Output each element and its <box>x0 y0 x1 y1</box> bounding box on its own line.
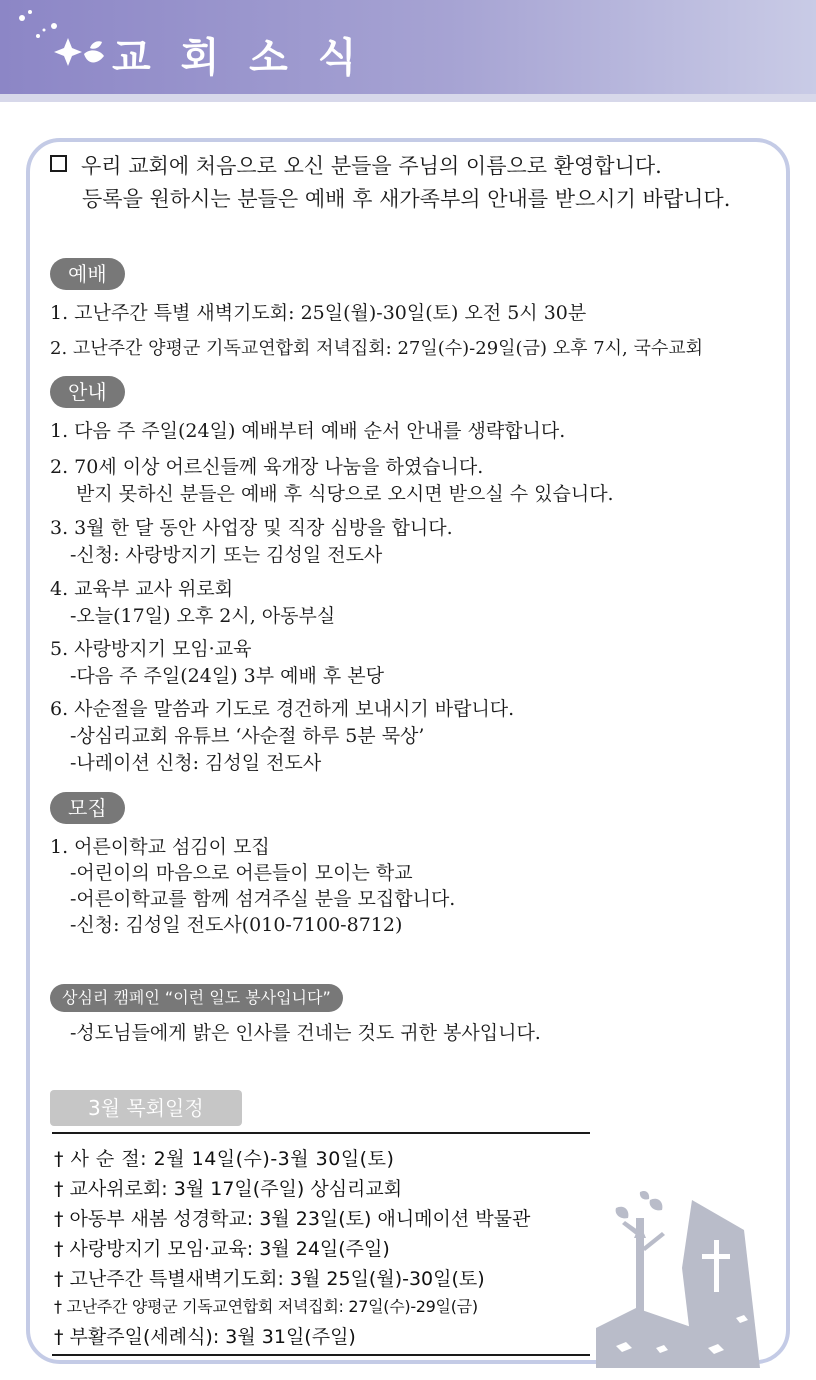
welcome-line-2: 등록을 원하시는 분들은 예배 후 새가족부의 안내를 받으시기 바랍니다. <box>82 187 731 211</box>
notice-item-5: 5. 사랑방지기 모임·교육 <box>50 638 252 660</box>
schedule-section-label: 3월 목회일정 <box>50 1090 242 1126</box>
notice-item-4: 4. 교육부 교사 위로회 <box>50 578 234 600</box>
schedule-item-7: † 부활주일(세례식): 3월 31일(주일) <box>54 1326 356 1348</box>
notice-item-6-detail-1: -상심리교회 유튜브 ‘사순절 하루 5분 묵상’ <box>70 725 425 747</box>
church-illustration-icon <box>596 1178 794 1368</box>
sparkle-icon <box>14 8 110 78</box>
schedule-item-6: † 고난주간 양평군 기독교연합회 저녁집회: 27일(수)-29일(금) <box>54 1297 478 1316</box>
notice-item-6: 6. 사순절을 말씀과 기도로 경건하게 보내시기 바랍니다. <box>50 698 515 720</box>
recruit-item-1-detail-2: -어른이학교를 함께 섬겨주실 분을 모집합니다. <box>70 888 456 910</box>
schedule-top-rule <box>52 1132 590 1134</box>
notice-item-1: 1. 다음 주 주일(24일) 예배부터 예배 순서 안내를 생략합니다. <box>50 420 566 442</box>
page-title: 교 회 소 식 <box>112 35 365 81</box>
schedule-item-4: † 사랑방지기 모임·교육: 3월 24일(주일) <box>54 1238 390 1260</box>
notice-item-3: 3. 3월 한 달 동안 사업장 및 직장 심방을 합니다. <box>50 517 453 539</box>
schedule-item-2: † 교사위로회: 3월 17일(주일) 상심리교회 <box>54 1178 403 1200</box>
schedule-item-5: † 고난주간 특별새벽기도회: 3월 25일(월)-30일(토) <box>54 1268 485 1290</box>
welcome-line-1: 우리 교회에 처음으로 오신 분들을 주님의 이름으로 환영합니다. <box>50 150 662 180</box>
campaign-label: 상심리 캠페인 “이런 일도 봉사입니다” <box>50 984 343 1012</box>
worship-item-1: 1. 고난주간 특별 새벽기도회: 25일(월)-30일(토) 오전 5시 30분 <box>50 302 587 324</box>
schedule-item-1: † 사 순 절: 2월 14일(수)-3월 30일(토) <box>54 1148 395 1170</box>
checkbox-square-icon <box>50 155 67 172</box>
worship-section-label: 예배 <box>50 258 125 290</box>
schedule-item-3: † 아동부 새봄 성경학교: 3월 23일(토) 애니메이션 박물관 <box>54 1208 531 1230</box>
header-stripe <box>0 94 816 102</box>
recruit-item-1-detail-1: -어린이의 마음으로 어른들이 모이는 학교 <box>70 862 413 884</box>
notice-item-6-detail-2: -나레이션 신청: 김성일 전도사 <box>70 752 322 774</box>
recruit-item-1: 1. 어른이학교 섬김이 모집 <box>50 836 270 858</box>
notice-item-5-detail: -다음 주 주일(24일) 3부 예배 후 본당 <box>70 665 384 687</box>
notice-item-2: 2. 70세 이상 어르신들께 육개장 나눔을 하였습니다. <box>50 456 484 478</box>
notice-item-3-detail: -신청: 사랑방지기 또는 김성일 전도사 <box>70 544 383 566</box>
schedule-bottom-rule <box>52 1354 590 1356</box>
notice-item-2-detail: 받지 못하신 분들은 예배 후 식당으로 오시면 받으실 수 있습니다. <box>76 483 614 505</box>
notice-section-label: 안내 <box>50 376 125 408</box>
worship-item-2: 2. 고난주간 양평군 기독교연합회 저녁집회: 27일(수)-29일(금) 오후 7시, 국수교회 <box>50 338 704 359</box>
recruit-section-label: 모집 <box>50 792 125 824</box>
campaign-text: -성도님들에게 밝은 인사를 건네는 것도 귀한 봉사입니다. <box>70 1022 541 1044</box>
recruit-item-1-detail-3: -신청: 김성일 전도사(010-7100-8712) <box>70 914 403 936</box>
notice-item-4-detail: -오늘(17일) 오후 2시, 아동부실 <box>70 605 336 627</box>
